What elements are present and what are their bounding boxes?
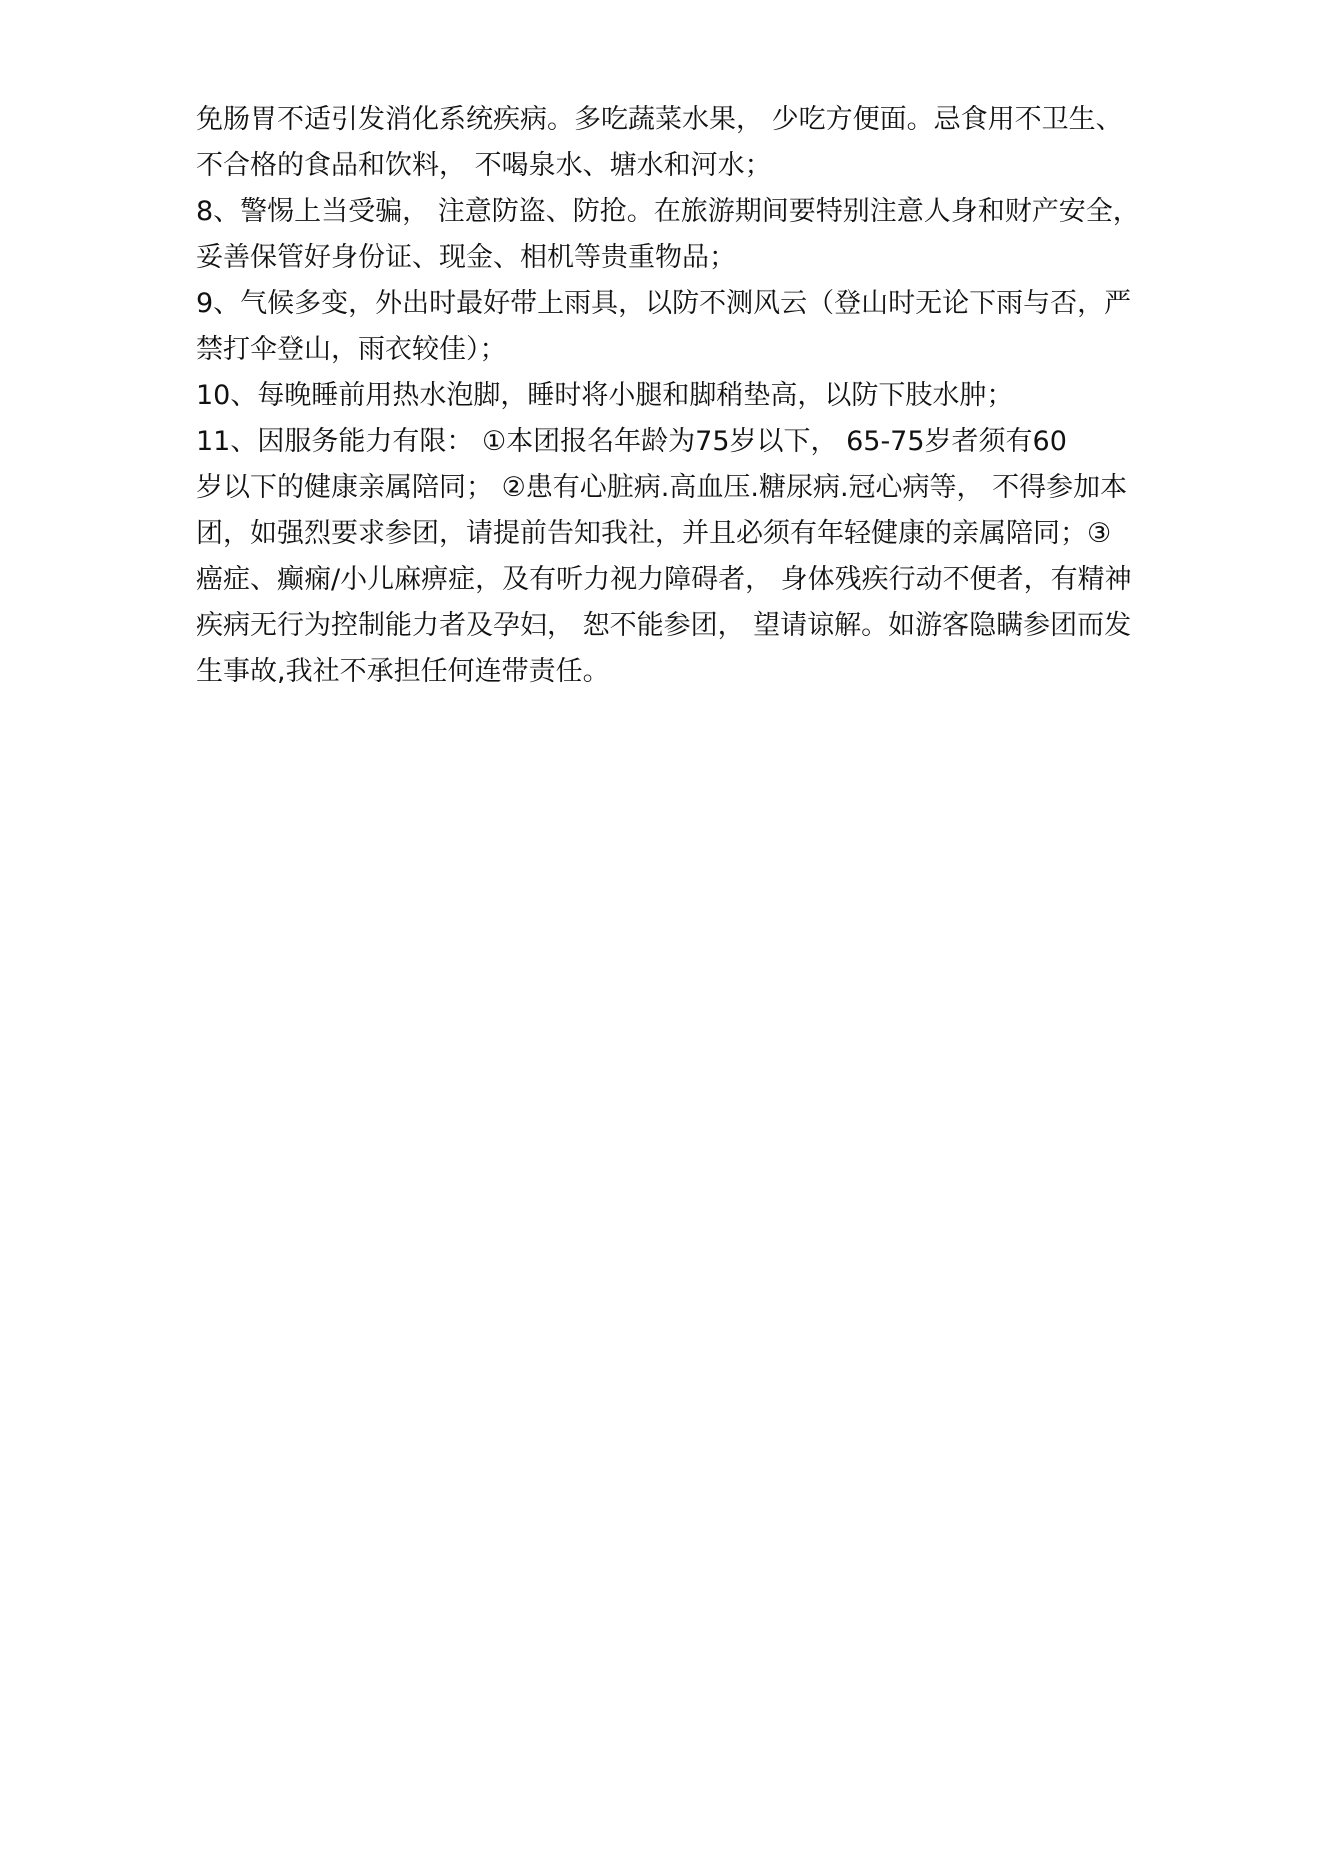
text-line: 生事故,我社不承担任何连带责任。 bbox=[196, 656, 610, 687]
text-line: 10、每晚睡前用热水泡脚，睡时将小腿和脚稍垫高，以防下肢水肿； bbox=[196, 380, 1014, 411]
text-line: 8、警惕上当受骗， 注意防盗、防抢。在旅游期间要特别注意人身和财产安全， bbox=[196, 196, 1140, 227]
text-line: 疾病无行为控制能力者及孕妇， 恕不能参团， 望请谅解。如游客隐瞒参团而发 bbox=[196, 610, 1132, 641]
document-body bbox=[196, 97, 1146, 695]
text-line: 禁打伞登山，雨衣较佳）； bbox=[196, 334, 507, 365]
text-line: 癌症、癫痫/小儿麻痹症，及有听力视力障碍者， 身体残疾行动不便者，有精神 bbox=[196, 564, 1132, 595]
text-line: 岁以下的健康亲属陪同； ②患有心脏病.高血压.糖尿病.冠心病等， 不得参加本 bbox=[196, 472, 1128, 503]
text-line: 团，如强烈要求参团，请提前告知我社，并且必须有年轻健康的亲属陪同；③ bbox=[196, 518, 1112, 549]
text-line: 免肠胃不适引发消化系统疾病。多吃蔬菜水果， 少吃方便面。忌食用不卫生、 bbox=[196, 104, 1123, 135]
text-line: 不合格的食品和饮料， 不喝泉水、塘水和河水； bbox=[196, 150, 772, 181]
text-line: 9、气候多变，外出时最好带上雨具，以防不测风云（登山时无论下雨与否，严 bbox=[196, 288, 1132, 319]
text-line: 11、因服务能力有限： ①本团报名年龄为75岁以下， 65-75岁者须有60 bbox=[196, 426, 1067, 457]
text-line: 妥善保管好身份证、现金、相机等贵重物品； bbox=[196, 242, 736, 273]
